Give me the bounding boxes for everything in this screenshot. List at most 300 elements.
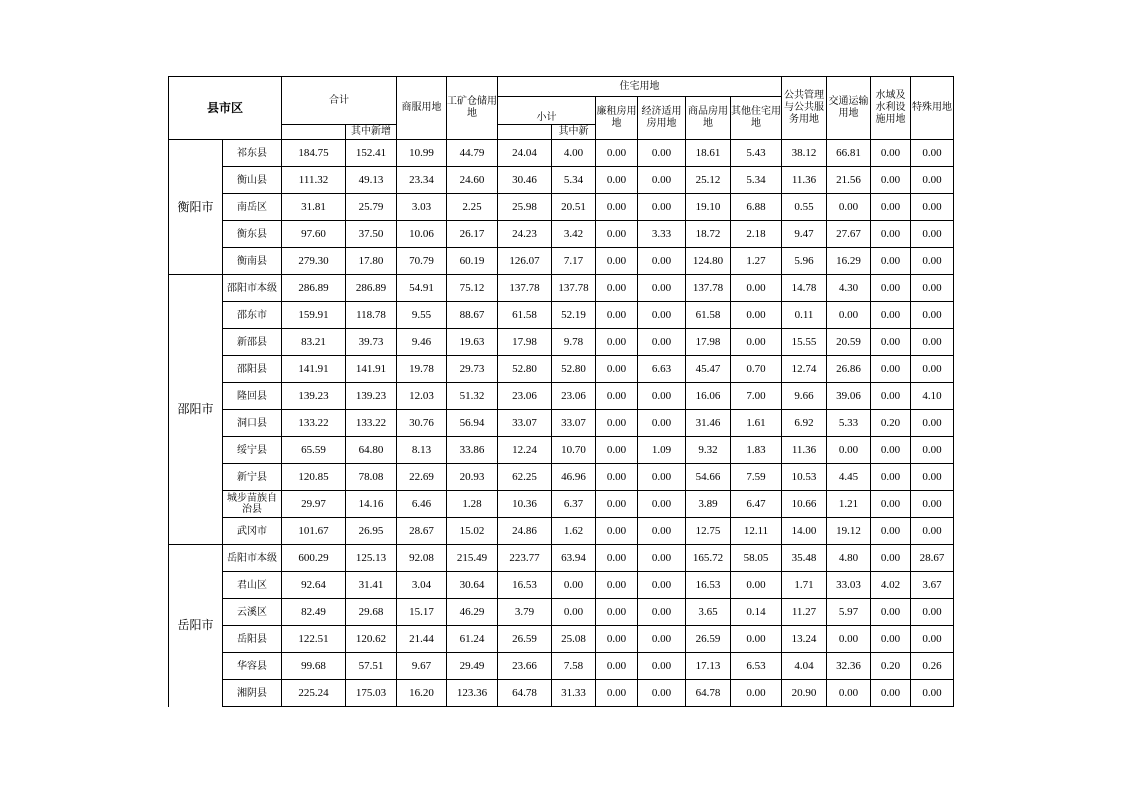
value-cell: 1.21 (827, 491, 871, 518)
value-cell: 18.72 (686, 221, 731, 248)
value-cell: 600.29 (282, 545, 346, 572)
value-cell: 0.00 (911, 437, 954, 464)
value-cell: 0.00 (596, 275, 638, 302)
county-cell: 华容县 (223, 653, 282, 680)
value-cell: 0.11 (782, 302, 827, 329)
value-cell: 70.79 (397, 248, 447, 275)
value-cell: 0.00 (638, 410, 686, 437)
value-cell: 0.00 (638, 599, 686, 626)
value-cell: 0.00 (871, 248, 911, 275)
value-cell: 0.00 (596, 626, 638, 653)
value-cell: 0.00 (731, 275, 782, 302)
value-cell: 4.10 (911, 383, 954, 410)
header-total: 合计 (282, 77, 397, 125)
value-cell: 286.89 (346, 275, 397, 302)
value-cell: 6.92 (782, 410, 827, 437)
header-res-subtotal: 小计 (498, 97, 596, 125)
value-cell: 30.46 (498, 167, 552, 194)
value-cell: 31.33 (552, 680, 596, 707)
value-cell: 0.00 (596, 248, 638, 275)
value-cell: 33.86 (447, 437, 498, 464)
value-cell: 0.00 (911, 626, 954, 653)
value-cell: 137.78 (552, 275, 596, 302)
county-cell: 衡南县 (223, 248, 282, 275)
value-cell: 0.00 (911, 680, 954, 707)
value-cell: 46.96 (552, 464, 596, 491)
value-cell: 0.00 (596, 599, 638, 626)
value-cell: 0.00 (638, 275, 686, 302)
table-row (169, 140, 954, 167)
value-cell: 1.71 (782, 572, 827, 599)
value-cell: 0.00 (871, 302, 911, 329)
value-cell: 0.00 (911, 518, 954, 545)
value-cell: 51.32 (447, 383, 498, 410)
value-cell: 63.94 (552, 545, 596, 572)
value-cell: 1.28 (447, 491, 498, 518)
value-cell: 10.53 (782, 464, 827, 491)
header-total-blank (282, 125, 346, 140)
value-cell: 133.22 (282, 410, 346, 437)
value-cell: 0.14 (731, 599, 782, 626)
value-cell: 4.00 (552, 140, 596, 167)
value-cell: 0.00 (638, 491, 686, 518)
value-cell: 31.46 (686, 410, 731, 437)
value-cell: 0.00 (871, 383, 911, 410)
value-cell: 1.62 (552, 518, 596, 545)
value-cell: 0.00 (638, 680, 686, 707)
value-cell: 6.88 (731, 194, 782, 221)
value-cell: 0.00 (871, 275, 911, 302)
county-cell: 隆回县 (223, 383, 282, 410)
value-cell: 12.74 (782, 356, 827, 383)
value-cell: 24.04 (498, 140, 552, 167)
value-cell: 39.73 (346, 329, 397, 356)
value-cell: 18.61 (686, 140, 731, 167)
value-cell: 9.55 (397, 302, 447, 329)
table-row (169, 248, 954, 275)
value-cell: 10.99 (397, 140, 447, 167)
table-row (169, 329, 954, 356)
value-cell: 3.89 (686, 491, 731, 518)
header-county-district: 县市区 (169, 77, 282, 140)
value-cell: 3.79 (498, 599, 552, 626)
value-cell: 0.00 (871, 464, 911, 491)
value-cell: 0.00 (911, 491, 954, 518)
header-res-commodity: 商品房用地 (686, 97, 731, 140)
value-cell: 37.50 (346, 221, 397, 248)
value-cell: 61.24 (447, 626, 498, 653)
county-cell: 洞口县 (223, 410, 282, 437)
value-cell: 26.86 (827, 356, 871, 383)
value-cell: 97.60 (282, 221, 346, 248)
value-cell: 0.00 (871, 356, 911, 383)
value-cell: 10.06 (397, 221, 447, 248)
value-cell: 26.59 (498, 626, 552, 653)
value-cell: 17.98 (686, 329, 731, 356)
city-cell: 衡阳市 (169, 140, 223, 275)
value-cell: 125.13 (346, 545, 397, 572)
header-res-subtotal-new: 其中新 (552, 125, 596, 140)
value-cell: 0.00 (596, 329, 638, 356)
table-row (169, 410, 954, 437)
value-cell: 3.33 (638, 221, 686, 248)
value-cell: 0.00 (596, 437, 638, 464)
header-res-lowrent: 廉租房用地 (596, 97, 638, 140)
value-cell: 24.23 (498, 221, 552, 248)
value-cell: 0.55 (782, 194, 827, 221)
value-cell: 0.00 (731, 329, 782, 356)
value-cell: 54.91 (397, 275, 447, 302)
value-cell: 0.00 (596, 167, 638, 194)
value-cell: 12.24 (498, 437, 552, 464)
value-cell: 0.00 (911, 599, 954, 626)
value-cell: 0.00 (638, 464, 686, 491)
value-cell: 120.85 (282, 464, 346, 491)
value-cell: 24.86 (498, 518, 552, 545)
value-cell: 0.00 (911, 167, 954, 194)
county-cell: 祁东县 (223, 140, 282, 167)
value-cell: 23.34 (397, 167, 447, 194)
table-row (169, 437, 954, 464)
header-row-1 (169, 77, 954, 97)
value-cell: 0.00 (827, 302, 871, 329)
value-cell: 64.78 (686, 680, 731, 707)
value-cell: 11.36 (782, 437, 827, 464)
value-cell: 29.49 (447, 653, 498, 680)
value-cell: 13.24 (782, 626, 827, 653)
value-cell: 3.03 (397, 194, 447, 221)
value-cell: 5.33 (827, 410, 871, 437)
value-cell: 0.00 (596, 545, 638, 572)
value-cell: 0.00 (871, 518, 911, 545)
value-cell: 1.27 (731, 248, 782, 275)
value-cell: 33.07 (498, 410, 552, 437)
value-cell: 21.56 (827, 167, 871, 194)
value-cell: 0.00 (731, 626, 782, 653)
value-cell: 12.03 (397, 383, 447, 410)
value-cell: 0.00 (871, 491, 911, 518)
value-cell: 52.19 (552, 302, 596, 329)
value-cell: 0.00 (871, 167, 911, 194)
value-cell: 3.67 (911, 572, 954, 599)
header-commercial: 商服用地 (397, 77, 447, 140)
value-cell: 0.00 (911, 356, 954, 383)
value-cell: 0.00 (596, 653, 638, 680)
value-cell: 5.96 (782, 248, 827, 275)
county-cell: 衡山县 (223, 167, 282, 194)
value-cell: 0.00 (638, 140, 686, 167)
value-cell: 286.89 (282, 275, 346, 302)
value-cell: 2.18 (731, 221, 782, 248)
value-cell: 92.64 (282, 572, 346, 599)
value-cell: 54.66 (686, 464, 731, 491)
table-row (169, 221, 954, 248)
value-cell: 0.00 (871, 194, 911, 221)
value-cell: 52.80 (498, 356, 552, 383)
value-cell: 0.00 (638, 194, 686, 221)
value-cell: 23.06 (552, 383, 596, 410)
value-cell: 10.36 (498, 491, 552, 518)
value-cell: 61.58 (686, 302, 731, 329)
value-cell: 137.78 (498, 275, 552, 302)
value-cell: 14.16 (346, 491, 397, 518)
table-row (169, 680, 954, 707)
value-cell: 14.00 (782, 518, 827, 545)
county-cell: 绥宁县 (223, 437, 282, 464)
value-cell: 3.04 (397, 572, 447, 599)
value-cell: 29.73 (447, 356, 498, 383)
value-cell: 9.32 (686, 437, 731, 464)
value-cell: 30.64 (447, 572, 498, 599)
header-res-affordable: 经济适用房用地 (638, 97, 686, 140)
value-cell: 0.00 (871, 329, 911, 356)
value-cell: 7.17 (552, 248, 596, 275)
value-cell: 0.00 (596, 491, 638, 518)
value-cell: 99.68 (282, 653, 346, 680)
value-cell: 25.98 (498, 194, 552, 221)
value-cell: 133.22 (346, 410, 397, 437)
value-cell: 44.79 (447, 140, 498, 167)
table-row (169, 599, 954, 626)
value-cell: 0.00 (911, 464, 954, 491)
value-cell: 0.00 (638, 545, 686, 572)
value-cell: 23.06 (498, 383, 552, 410)
city-cell: 邵阳市 (169, 275, 223, 545)
table-row (169, 383, 954, 410)
header-water: 水域及水利设施用地 (871, 77, 911, 140)
value-cell: 32.36 (827, 653, 871, 680)
value-cell: 141.91 (346, 356, 397, 383)
value-cell: 28.67 (911, 545, 954, 572)
value-cell: 92.08 (397, 545, 447, 572)
value-cell: 78.08 (346, 464, 397, 491)
value-cell: 16.53 (498, 572, 552, 599)
value-cell: 0.26 (911, 653, 954, 680)
value-cell: 64.80 (346, 437, 397, 464)
value-cell: 0.00 (871, 680, 911, 707)
value-cell: 29.97 (282, 491, 346, 518)
value-cell: 29.68 (346, 599, 397, 626)
value-cell: 75.12 (447, 275, 498, 302)
county-cell: 邵东市 (223, 302, 282, 329)
value-cell: 0.00 (731, 680, 782, 707)
table-row (169, 194, 954, 221)
value-cell: 19.78 (397, 356, 447, 383)
value-cell: 0.00 (638, 302, 686, 329)
value-cell: 57.51 (346, 653, 397, 680)
table-row (169, 275, 954, 302)
value-cell: 0.00 (871, 437, 911, 464)
value-cell: 0.00 (596, 383, 638, 410)
value-cell: 0.00 (871, 545, 911, 572)
value-cell: 0.00 (596, 518, 638, 545)
land-use-table (168, 76, 954, 707)
value-cell: 0.00 (638, 653, 686, 680)
value-cell: 24.60 (447, 167, 498, 194)
value-cell: 0.00 (827, 680, 871, 707)
table-row (169, 464, 954, 491)
value-cell: 6.46 (397, 491, 447, 518)
value-cell: 0.00 (596, 680, 638, 707)
value-cell: 0.00 (638, 572, 686, 599)
value-cell: 20.93 (447, 464, 498, 491)
value-cell: 39.06 (827, 383, 871, 410)
value-cell: 120.62 (346, 626, 397, 653)
value-cell: 1.61 (731, 410, 782, 437)
county-cell: 新邵县 (223, 329, 282, 356)
value-cell: 20.51 (552, 194, 596, 221)
value-cell: 7.59 (731, 464, 782, 491)
value-cell: 152.41 (346, 140, 397, 167)
value-cell: 46.29 (447, 599, 498, 626)
value-cell: 0.00 (596, 302, 638, 329)
value-cell: 16.20 (397, 680, 447, 707)
value-cell: 28.67 (397, 518, 447, 545)
value-cell: 19.10 (686, 194, 731, 221)
value-cell: 20.59 (827, 329, 871, 356)
value-cell: 60.19 (447, 248, 498, 275)
table-row (169, 356, 954, 383)
value-cell: 0.00 (596, 356, 638, 383)
county-cell: 衡东县 (223, 221, 282, 248)
value-cell: 0.00 (638, 626, 686, 653)
value-cell: 3.42 (552, 221, 596, 248)
value-cell: 0.00 (827, 194, 871, 221)
value-cell: 4.45 (827, 464, 871, 491)
value-cell: 7.58 (552, 653, 596, 680)
value-cell: 0.20 (871, 653, 911, 680)
value-cell: 16.06 (686, 383, 731, 410)
table-row (169, 653, 954, 680)
value-cell: 0.00 (911, 194, 954, 221)
value-cell: 0.00 (871, 599, 911, 626)
value-cell: 5.43 (731, 140, 782, 167)
value-cell: 0.00 (871, 626, 911, 653)
county-cell: 城步苗族自治县 (223, 491, 282, 518)
value-cell: 15.02 (447, 518, 498, 545)
value-cell: 223.77 (498, 545, 552, 572)
value-cell: 141.91 (282, 356, 346, 383)
value-cell: 0.00 (871, 140, 911, 167)
value-cell: 9.67 (397, 653, 447, 680)
value-cell: 61.58 (498, 302, 552, 329)
table-row (169, 167, 954, 194)
value-cell: 33.03 (827, 572, 871, 599)
value-cell: 0.00 (552, 572, 596, 599)
table-row (169, 518, 954, 545)
value-cell: 16.29 (827, 248, 871, 275)
value-cell: 19.12 (827, 518, 871, 545)
county-cell: 南岳区 (223, 194, 282, 221)
value-cell: 0.00 (911, 140, 954, 167)
value-cell: 9.66 (782, 383, 827, 410)
value-cell: 0.00 (827, 437, 871, 464)
header-industrial: 工矿仓储用地 (447, 77, 498, 140)
header-residential: 住宅用地 (498, 77, 782, 97)
value-cell: 19.63 (447, 329, 498, 356)
value-cell: 4.02 (871, 572, 911, 599)
city-cell: 岳阳市 (169, 545, 223, 707)
value-cell: 279.30 (282, 248, 346, 275)
value-cell: 62.25 (498, 464, 552, 491)
value-cell: 0.00 (552, 599, 596, 626)
value-cell: 45.47 (686, 356, 731, 383)
value-cell: 30.76 (397, 410, 447, 437)
value-cell: 0.00 (638, 329, 686, 356)
county-cell: 武冈市 (223, 518, 282, 545)
county-cell: 君山区 (223, 572, 282, 599)
value-cell: 0.20 (871, 410, 911, 437)
value-cell: 35.48 (782, 545, 827, 572)
value-cell: 25.12 (686, 167, 731, 194)
table-row (169, 572, 954, 599)
value-cell: 66.81 (827, 140, 871, 167)
county-cell: 邵阳县 (223, 356, 282, 383)
value-cell: 0.00 (911, 221, 954, 248)
value-cell: 0.00 (596, 464, 638, 491)
county-cell: 岳阳县 (223, 626, 282, 653)
value-cell: 122.51 (282, 626, 346, 653)
county-cell: 新宁县 (223, 464, 282, 491)
value-cell: 0.00 (911, 410, 954, 437)
table-row (169, 491, 954, 518)
value-cell: 16.53 (686, 572, 731, 599)
value-cell: 0.00 (638, 248, 686, 275)
value-cell: 0.00 (596, 140, 638, 167)
value-cell: 31.81 (282, 194, 346, 221)
value-cell: 0.00 (731, 302, 782, 329)
value-cell: 7.00 (731, 383, 782, 410)
value-cell: 1.09 (638, 437, 686, 464)
value-cell: 5.34 (731, 167, 782, 194)
value-cell: 22.69 (397, 464, 447, 491)
value-cell: 9.78 (552, 329, 596, 356)
header-transport: 交通运输用地 (827, 77, 871, 140)
value-cell: 0.00 (827, 626, 871, 653)
value-cell: 0.00 (731, 572, 782, 599)
value-cell: 26.17 (447, 221, 498, 248)
value-cell: 0.00 (596, 221, 638, 248)
value-cell: 159.91 (282, 302, 346, 329)
value-cell: 0.00 (911, 329, 954, 356)
value-cell: 3.65 (686, 599, 731, 626)
value-cell: 5.34 (552, 167, 596, 194)
value-cell: 123.36 (447, 680, 498, 707)
header-res-other: 其他住宅用地 (731, 97, 782, 140)
value-cell: 27.67 (827, 221, 871, 248)
value-cell: 0.00 (911, 248, 954, 275)
value-cell: 20.90 (782, 680, 827, 707)
value-cell: 17.80 (346, 248, 397, 275)
value-cell: 126.07 (498, 248, 552, 275)
value-cell: 8.13 (397, 437, 447, 464)
county-cell: 湘阴县 (223, 680, 282, 707)
value-cell: 2.25 (447, 194, 498, 221)
value-cell: 101.67 (282, 518, 346, 545)
value-cell: 137.78 (686, 275, 731, 302)
header-public: 公共管理与公共服务用地 (782, 77, 827, 140)
value-cell: 11.36 (782, 167, 827, 194)
value-cell: 83.21 (282, 329, 346, 356)
value-cell: 65.59 (282, 437, 346, 464)
value-cell: 0.00 (638, 518, 686, 545)
value-cell: 0.00 (596, 194, 638, 221)
value-cell: 15.55 (782, 329, 827, 356)
value-cell: 5.97 (827, 599, 871, 626)
header-res-subtotal-blank (498, 125, 552, 140)
value-cell: 111.32 (282, 167, 346, 194)
value-cell: 118.78 (346, 302, 397, 329)
